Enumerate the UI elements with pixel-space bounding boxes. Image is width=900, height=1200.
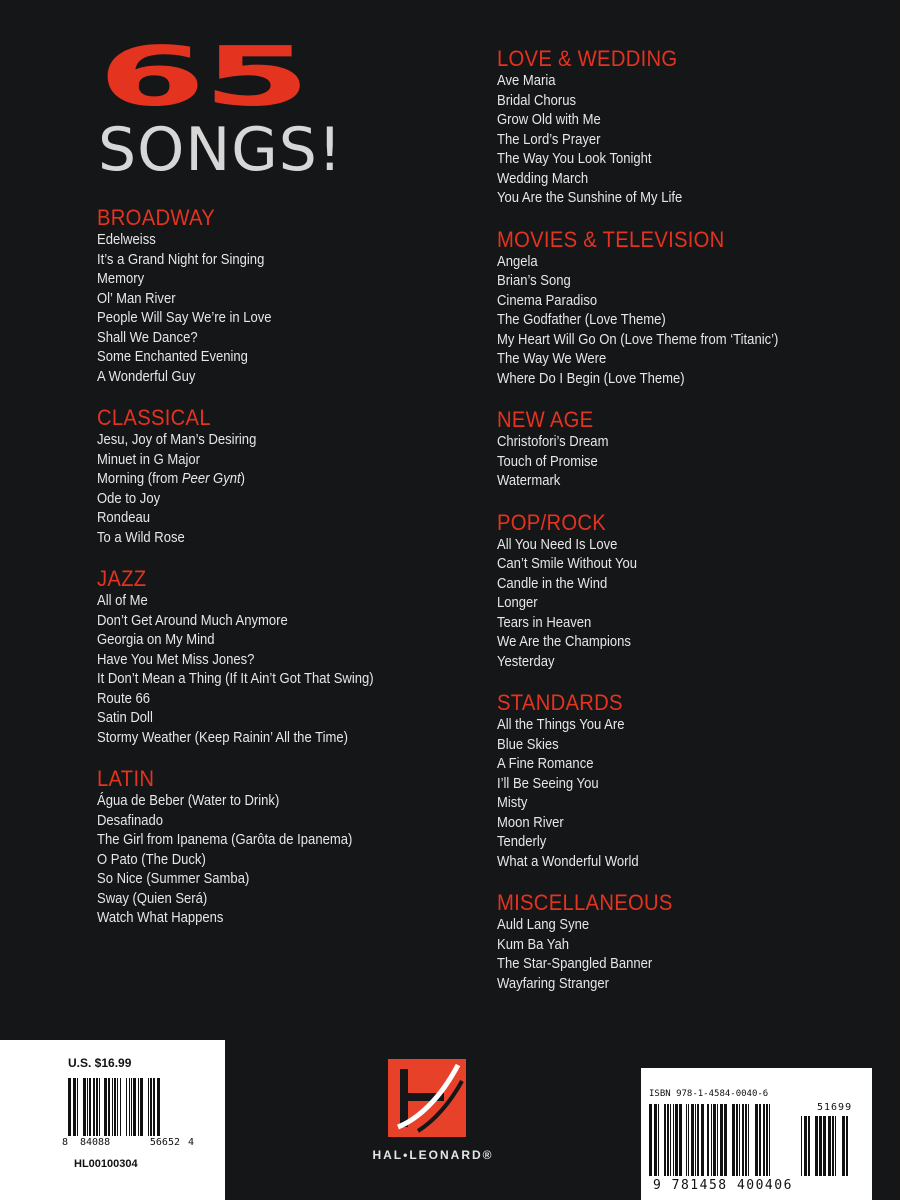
barcode-bar <box>711 1104 712 1176</box>
song-list <box>497 536 877 673</box>
isbn-barcode-box <box>641 1068 872 1200</box>
song-item: Touch of Promise <box>497 453 598 470</box>
barcode-bar <box>148 1078 149 1136</box>
song-item: Can’t Smile Without You <box>497 556 638 572</box>
barcode-bar <box>660 1104 662 1176</box>
barcode-bar <box>679 1104 682 1176</box>
barcode-bar <box>842 1116 845 1176</box>
barcode-bar <box>835 1116 836 1176</box>
ean-digits: 9 781458 400406 <box>653 1178 793 1193</box>
barcode-bar <box>675 1104 678 1176</box>
section-classical <box>97 405 457 548</box>
section-movies-television <box>497 227 877 390</box>
barcode-bar <box>728 1104 730 1176</box>
hal-leonard-logo-icon <box>388 1059 466 1137</box>
barcode-bar <box>755 1104 758 1176</box>
barcode-bar <box>112 1078 113 1136</box>
barcode-bar <box>87 1078 88 1136</box>
upc-price-box <box>0 1040 225 1200</box>
hal-leonard-logo <box>348 1056 518 1176</box>
barcode-bar <box>144 1078 146 1136</box>
upc-digit-groups <box>80 1137 180 1148</box>
song-item: Tears in Heaven <box>497 614 592 631</box>
barcode-bar <box>654 1104 657 1176</box>
barcode-bar <box>759 1104 761 1176</box>
song-item: Rondeau <box>97 510 150 526</box>
upc-last-digit: 4 <box>188 1137 195 1148</box>
barcode-bar <box>686 1104 687 1176</box>
song-title: Morning (from <box>97 471 182 487</box>
song-item: Shall We Dance? <box>97 329 198 346</box>
song-list <box>97 592 457 748</box>
barcode-bar <box>691 1104 694 1176</box>
song-item: Wedding March <box>497 170 589 187</box>
barcode-bar <box>801 1116 802 1176</box>
songs-word: SONGS! <box>98 115 343 185</box>
left-column <box>97 205 457 947</box>
category-heading: MOVIES & TELEVISION <box>497 226 725 252</box>
barcode-bar <box>819 1116 822 1176</box>
upc-group: 56652 <box>149 1137 180 1148</box>
ean-barcode <box>649 1104 772 1176</box>
song-item: Where Do I Begin (Love Theme) <box>497 370 685 387</box>
song-item: Satin Doll <box>97 710 153 726</box>
section-standards <box>497 690 877 872</box>
song-item: Memory <box>97 271 145 287</box>
category-heading: POP/ROCK <box>497 509 607 535</box>
barcode-bar <box>742 1104 744 1176</box>
barcode-bar <box>748 1104 749 1176</box>
barcode-bar <box>117 1078 118 1136</box>
barcode-bar <box>133 1078 136 1136</box>
song-list <box>497 716 877 872</box>
section-broadway <box>97 205 457 387</box>
barcode-bar <box>695 1104 696 1176</box>
barcode-bar <box>79 1078 81 1136</box>
category-heading: MISCELLANEOUS <box>497 890 673 915</box>
section-miscellaneous <box>497 890 877 994</box>
song-item: Misty <box>497 795 528 811</box>
barcode-bar <box>140 1078 143 1136</box>
barcode-bar <box>96 1078 98 1136</box>
song-item: My Heart Will Go On (Love Theme from ‘Titanic’) <box>497 331 779 348</box>
upc-first-digit: 8 <box>62 1137 69 1148</box>
song-item: All the Things You Are <box>497 717 625 733</box>
song-item: The Way We Were <box>497 351 607 367</box>
song-item: The Girl from Ipanema (Garôta de Ipanema) <box>97 832 353 848</box>
barcode-bar <box>823 1116 826 1176</box>
song-item: Jesu, Joy of Man’s Desiring <box>97 432 257 448</box>
barcode-bar <box>720 1104 723 1176</box>
section-jazz <box>97 566 457 748</box>
section-latin <box>97 766 457 929</box>
song-item: I’ll Be Seeing You <box>497 775 599 792</box>
song-list <box>97 231 457 387</box>
song-item: A Fine Romance <box>497 756 594 772</box>
barcode-bar <box>697 1104 699 1176</box>
song-item: Yesterday <box>497 653 555 670</box>
paren-close: ) <box>240 471 245 487</box>
barcode-bar <box>705 1104 706 1176</box>
song-item: Brian’s Song <box>497 273 571 289</box>
item-code: HL00100304 <box>74 1158 138 1170</box>
song-item: Cinema Paradiso <box>497 292 598 309</box>
barcode-bar <box>108 1078 110 1136</box>
price-label: U.S. $16.99 <box>68 1056 132 1070</box>
song-item: Have You Met Miss Jones? <box>97 651 255 668</box>
barcode-bar <box>658 1104 659 1176</box>
category-heading: JAZZ <box>97 566 147 591</box>
song-item: Edelweiss <box>97 232 156 248</box>
barcode-bar <box>153 1078 155 1136</box>
section-new-age <box>497 407 877 492</box>
category-heading: LOVE & WEDDING <box>497 46 678 71</box>
barcode-bar <box>763 1104 765 1176</box>
song-item: Auld Lang Syne <box>497 917 590 933</box>
song-list <box>97 431 457 548</box>
barcode-bar <box>751 1104 754 1176</box>
song-item <box>97 470 421 490</box>
song-item: Some Enchanted Evening <box>97 349 248 365</box>
addon-barcode <box>801 1116 850 1176</box>
song-list <box>497 253 877 390</box>
song-item: Blue Skies <box>497 736 559 753</box>
song-item: Minuet in G Major <box>97 451 200 468</box>
barcode-bar <box>688 1104 689 1176</box>
song-item: You Are the Sunshine of My Life <box>497 190 683 206</box>
song-item: It Don’t Mean a Thing (If It Ain’t Got That Swing) <box>97 671 374 687</box>
barcode-bar <box>77 1078 78 1136</box>
song-item: To a Wild Rose <box>97 529 185 546</box>
category-heading: BROADWAY <box>97 205 216 230</box>
song-item: A Wonderful Guy <box>97 368 196 385</box>
song-item: Don’t Get Around Much Anymore <box>97 612 288 629</box>
upc-barcode <box>68 1078 161 1136</box>
barcode-bar <box>701 1104 704 1176</box>
barcode-bar <box>138 1078 139 1136</box>
barcode-bar <box>83 1078 86 1136</box>
song-item: All You Need Is Love <box>497 536 618 553</box>
barcode-bar <box>104 1078 107 1136</box>
upc-group: 84088 <box>80 1137 111 1148</box>
barcode-bar <box>667 1104 669 1176</box>
song-item: Route 66 <box>97 690 150 707</box>
song-list <box>497 916 877 994</box>
song-item: Tenderly <box>497 834 547 850</box>
song-item: The Star-Spangled Banner <box>497 956 653 972</box>
barcode-bar <box>102 1078 103 1136</box>
song-item: Stormy Weather (Keep Rainin’ All the Time) <box>97 729 348 746</box>
barcode-bar <box>808 1116 810 1176</box>
song-item: It’s a Grand Night for Singing <box>97 251 265 268</box>
song-item: The Lord’s Prayer <box>497 131 601 148</box>
isbn-addon-digits: 51699 <box>817 1102 853 1113</box>
barcode-bar <box>739 1104 740 1176</box>
song-list <box>497 433 877 492</box>
barcode-bar <box>846 1116 848 1176</box>
barcode-bar <box>713 1104 716 1176</box>
song-item: Desafinado <box>97 812 164 829</box>
category-heading: STANDARDS <box>497 690 623 715</box>
song-item: Watch What Happens <box>97 910 224 926</box>
song-item: Candle in the Wind <box>497 575 608 592</box>
barcode-bar <box>811 1116 813 1176</box>
barcode-bar <box>673 1104 674 1176</box>
song-item: We Are the Champions <box>497 634 631 650</box>
song-item: Grow Old with Me <box>497 112 601 128</box>
barcode-bar <box>732 1104 735 1176</box>
barcode-bar <box>150 1078 152 1136</box>
barcode-bar <box>832 1116 834 1176</box>
barcode-bar <box>131 1078 132 1136</box>
barcode-bar <box>89 1078 91 1136</box>
category-heading: NEW AGE <box>497 407 594 432</box>
barcode-bar <box>736 1104 738 1176</box>
song-item: O Pato (The Duck) <box>97 851 206 868</box>
song-list <box>97 792 457 929</box>
barcode-bar <box>120 1078 121 1136</box>
category-heading: LATIN <box>97 766 155 791</box>
barcode-bar <box>670 1104 671 1176</box>
song-item: The Godfather (Love Theme) <box>497 312 666 328</box>
barcode-bar <box>828 1116 831 1176</box>
barcode-bar <box>99 1078 100 1136</box>
barcode-bar <box>93 1078 95 1136</box>
song-item: Bridal Chorus <box>497 92 577 109</box>
song-item: What a Wonderful World <box>497 853 639 870</box>
barcode-bar <box>804 1116 807 1176</box>
song-item: Angela <box>497 253 538 270</box>
category-heading: CLASSICAL <box>97 405 211 430</box>
barcode-bar <box>649 1104 652 1176</box>
barcode-bar <box>73 1078 76 1136</box>
song-count: 65 <box>98 28 308 125</box>
song-item: Longer <box>497 595 538 611</box>
italic-work-title: Peer Gynt <box>181 471 241 487</box>
isbn-label: ISBN 978-1-4584-0040-6 <box>649 1089 769 1099</box>
song-item: Watermark <box>497 473 561 489</box>
barcode-bar <box>815 1116 818 1176</box>
barcode-bar <box>838 1116 841 1176</box>
barcode-bar <box>745 1104 747 1176</box>
barcode-bar <box>724 1104 727 1176</box>
barcode-bar <box>126 1078 127 1136</box>
barcode-bar <box>129 1078 130 1136</box>
barcode-bar <box>766 1104 768 1176</box>
song-item: Ave Maria <box>497 73 556 89</box>
song-item: Ol’ Man River <box>97 290 176 307</box>
song-item: Ode to Joy <box>97 490 161 507</box>
song-item: Água de Beber (Water to Drink) <box>97 793 280 809</box>
right-column <box>497 46 877 1012</box>
song-list <box>497 72 877 209</box>
headline <box>98 28 438 185</box>
barcode-bar <box>68 1078 71 1136</box>
section-pop-rock <box>497 510 877 673</box>
song-item: Christofori’s Dream <box>497 434 609 450</box>
song-item: Kum Ba Yah <box>497 936 570 953</box>
song-item: The Way You Look Tonight <box>497 151 652 167</box>
song-item: Moon River <box>497 814 564 831</box>
section-love-wedding <box>497 46 877 209</box>
song-item: So Nice (Summer Samba) <box>97 871 250 887</box>
song-item: Wayfaring Stranger <box>497 975 609 992</box>
barcode-bar <box>684 1104 685 1176</box>
barcode-bar <box>114 1078 116 1136</box>
song-item: People Will Say We’re in Love <box>97 310 272 326</box>
song-item: Georgia on My Mind <box>97 632 215 648</box>
barcode-bar <box>122 1078 125 1136</box>
barcode-bar <box>769 1104 770 1176</box>
barcode-bar <box>157 1078 160 1136</box>
barcode-bar <box>707 1104 709 1176</box>
barcode-bar <box>664 1104 666 1176</box>
song-item: All of Me <box>97 593 148 609</box>
logo-wordmark: HAL•LEONARD® <box>372 1148 494 1162</box>
barcode-bar <box>717 1104 718 1176</box>
song-item: Sway (Quien Será) <box>97 890 208 907</box>
